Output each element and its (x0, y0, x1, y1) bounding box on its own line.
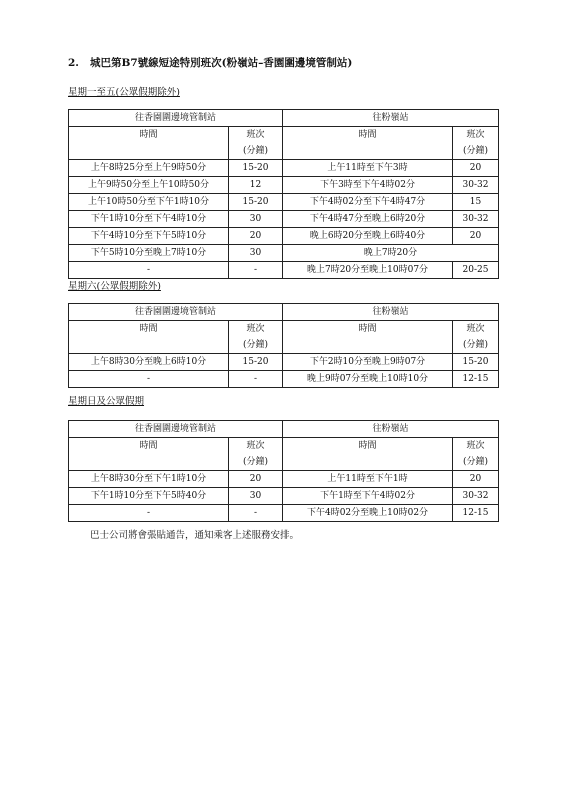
frequency-cell: 12-15 (453, 505, 499, 522)
time-cell: 上午10時50分至下午1時10分 (69, 194, 229, 211)
time-cell: 晚上6時20分至晚上6時40分 (283, 228, 453, 245)
column-header-row-2 (69, 143, 499, 160)
time-cell: 上午8時30分至晚上6時10分 (69, 354, 229, 371)
frequency-unit: (分鐘) (453, 337, 499, 354)
table-row (69, 245, 499, 262)
frequency-cell: 15-20 (229, 160, 283, 177)
saturday-title: 星期六(公眾假期除外) (68, 281, 161, 292)
frequency-header: 班次 (453, 127, 499, 144)
table-row (69, 488, 499, 505)
time-cell: 下午4時47分至晚上6時20分 (283, 211, 453, 228)
time-header: 時間 (69, 438, 229, 455)
column-header-row (69, 438, 499, 455)
saturday-table (68, 303, 499, 388)
frequency-cell: 30-32 (453, 177, 499, 194)
table-row (69, 262, 499, 279)
frequency-cell: 30-32 (453, 211, 499, 228)
time-cell: 下午1時10分至下午4時10分 (69, 211, 229, 228)
frequency-header: 班次 (453, 321, 499, 338)
time-header-blank (69, 337, 229, 354)
table-row (69, 471, 499, 488)
table-row (69, 211, 499, 228)
frequency-header: 班次 (229, 127, 283, 144)
table-row (69, 160, 499, 177)
weekday-table (68, 109, 499, 279)
frequency-cell: 20 (229, 228, 283, 245)
weekday-title: 星期一至五(公眾假期除外) (68, 87, 180, 98)
time-cell: 下午3時至下午4時02分 (283, 177, 453, 194)
frequency-cell: 20-25 (453, 262, 499, 279)
column-header-row-2 (69, 454, 499, 471)
direction-1: 往香園圍邊境管制站 (69, 304, 283, 321)
direction-2: 往粉嶺站 (283, 421, 499, 438)
time-cell: 下午4時10分至下午5時10分 (69, 228, 229, 245)
time-cell: 上午11時至下午1時 (283, 471, 453, 488)
frequency-cell: 12 (229, 177, 283, 194)
frequency-header: 班次 (453, 438, 499, 455)
time-header-blank (283, 337, 453, 354)
time-header: 時間 (283, 438, 453, 455)
column-header-row (69, 127, 499, 144)
frequency-cell: 30 (229, 211, 283, 228)
time-header-blank (69, 454, 229, 471)
frequency-cell: 15-20 (229, 354, 283, 371)
time-header-blank (283, 143, 453, 160)
table-row (69, 505, 499, 522)
time-cell: 下午4時02分至下午4時47分 (283, 194, 453, 211)
time-cell: 上午8時25分至上午9時50分 (69, 160, 229, 177)
column-header-row (69, 321, 499, 338)
frequency-cell: 30-32 (453, 488, 499, 505)
time-cell: 下午4時02分至晚上10時02分 (283, 505, 453, 522)
direction-2: 往粉嶺站 (283, 304, 499, 321)
time-cell: 下午5時10分至晚上7時10分 (69, 245, 229, 262)
direction-header-row (69, 421, 499, 438)
notice-text: 巴士公司將會張貼通告，通知乘客上述服務安排。 (90, 530, 300, 541)
frequency-unit: (分鐘) (229, 337, 283, 354)
frequency-cell: 20 (453, 160, 499, 177)
frequency-cell: - (229, 505, 283, 522)
frequency-cell: 20 (453, 228, 499, 245)
frequency-cell: 15-20 (229, 194, 283, 211)
time-header-blank (283, 454, 453, 471)
frequency-cell: 30 (229, 245, 283, 262)
direction-2: 往粉嶺站 (283, 110, 499, 127)
frequency-header: 班次 (229, 438, 283, 455)
time-cell: 晚上9時07分至晚上10時10分 (283, 371, 453, 388)
time-header: 時間 (283, 127, 453, 144)
frequency-cell: 15 (453, 194, 499, 211)
time-cell: 上午8時30分至下午1時10分 (69, 471, 229, 488)
time-cell: - (69, 262, 229, 279)
table-row (69, 228, 499, 245)
table-row (69, 371, 499, 388)
time-header: 時間 (69, 127, 229, 144)
sunday-title: 星期日及公眾假期 (68, 396, 145, 407)
time-header: 時間 (283, 321, 453, 338)
frequency-cell: - (229, 371, 283, 388)
time-cell: 下午2時10分至晚上9時07分 (283, 354, 453, 371)
table-row (69, 354, 499, 371)
time-cell: 下午1時至下午4時02分 (283, 488, 453, 505)
table-row (69, 194, 499, 211)
frequency-unit: (分鐘) (453, 143, 499, 160)
column-header-row-2 (69, 337, 499, 354)
direction-header-row (69, 304, 499, 321)
time-header: 時間 (69, 321, 229, 338)
frequency-unit: (分鐘) (229, 143, 283, 160)
section-heading (68, 55, 352, 70)
sunday-table (68, 420, 499, 522)
frequency-cell: 15-20 (453, 354, 499, 371)
time-cell: - (69, 371, 229, 388)
time-cell: 上午9時50分至上午10時50分 (69, 177, 229, 194)
time-cell: 下午1時10分至下午5時40分 (69, 488, 229, 505)
frequency-cell: - (229, 262, 283, 279)
time-cell: 晚上7時20分 (283, 245, 499, 262)
frequency-unit: (分鐘) (453, 454, 499, 471)
frequency-unit: (分鐘) (229, 454, 283, 471)
time-cell: 晚上7時20分至晚上10時07分 (283, 262, 453, 279)
time-header-blank (69, 143, 229, 160)
direction-header-row (69, 110, 499, 127)
section-title: 城巴第B7號線短途特別班次(粉嶺站–香園圍邊境管制站) (90, 57, 353, 69)
frequency-cell: 12-15 (453, 371, 499, 388)
time-cell: 上午11時至下午3時 (283, 160, 453, 177)
frequency-cell: 20 (453, 471, 499, 488)
frequency-cell: 30 (229, 488, 283, 505)
table-row (69, 177, 499, 194)
frequency-header: 班次 (229, 321, 283, 338)
time-cell: - (69, 505, 229, 522)
direction-1: 往香園圍邊境管制站 (69, 421, 283, 438)
direction-1: 往香園圍邊境管制站 (69, 110, 283, 127)
section-number: 2. (68, 57, 79, 69)
frequency-cell: 20 (229, 471, 283, 488)
